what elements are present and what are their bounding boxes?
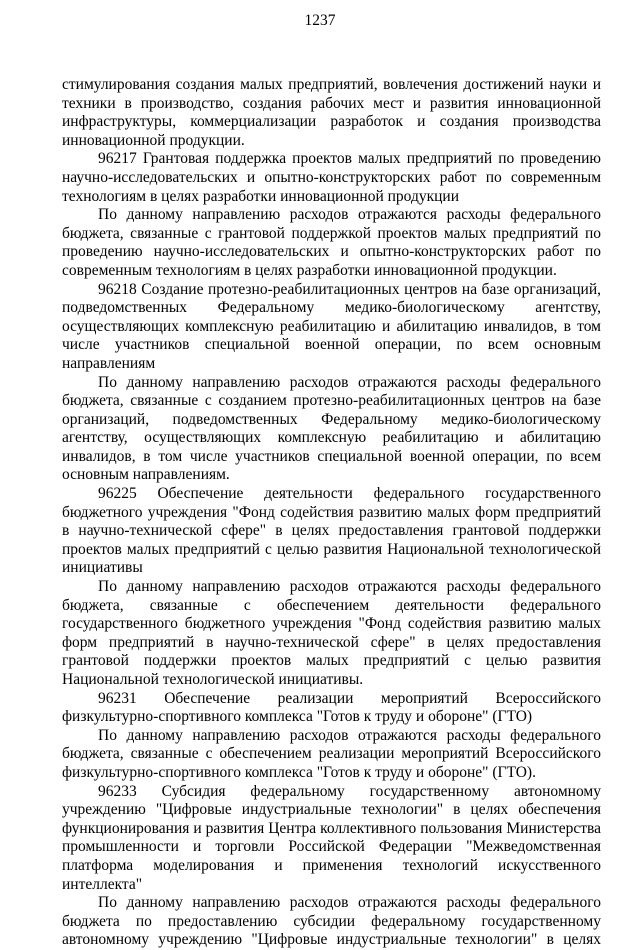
paragraph-96217-title: 96217 Грантовая поддержка проектов малых предприятий по проведению научно-исследовательских и опытно-конструкторских работ по современным технологиям в целях разработки инновационной продукции [62, 150, 601, 205]
paragraph-96217-description: По данному направлению расходов отражаются расходы федерального бюджета, связанные с грантовой поддержкой проектов малых предприятий по проведению научно-исследовательских и опытно-конструкторских работ по современным технологиям в целях разработки инновационной продукции. [62, 206, 601, 279]
paragraph-96231-description: По данному направлению расходов отражаются расходы федерального бюджета, связанные с обеспечением реализации мероприятий Всероссийского физкультурно-спортивного комплекса "Готов к труду и обороне" (ГТО). [62, 726, 601, 781]
document-body [62, 76, 601, 950]
paragraph-96231-title: 96231 Обеспечение реализации мероприятий Всероссийского физкультурно-спортивного комплекса "Готов к труду и обороне" (ГТО) [62, 689, 601, 726]
paragraph-96233-title: 96233 Субсидия федеральному государственному автономному учреждению "Цифровые индустриальные технологии" в целях обеспечения функционирования и развития Центра коллективного пользования Министерства промышленности и торговли Российской Федерации "Межведомственная платформа моделирования и применения технологий искусственного интеллекта" [62, 782, 601, 893]
paragraph-96233-description: По данному направлению расходов отражаются расходы федерального бюджета по предоставлению субсидии федеральному государственному автономному учреждению "Цифровые индустриальные технологии" в целях [62, 894, 601, 949]
paragraph-96225-title: 96225 Обеспечение деятельности федерального государственного бюджетного учреждения "Фонд содействия развитию малых форм предприятий в научно-технической сфере" в целях предоставления грантовой поддержки проектов малых предприятий с целью развития Национальной технологической инициативы [62, 485, 601, 577]
page-number: 1237 [304, 12, 336, 29]
paragraph-96218-title: 96218 Создание протезно-реабилитационных центров на базе организаций, подведомственных Федеральному медико-биологическому агентству, осуществляющих комплексную реабилитацию и абилитацию инвалидов, в том числе участников специальной военной операции, по всем основным направлениям [62, 280, 601, 372]
paragraph-96225-description: По данному направлению расходов отражаются расходы федерального бюджета, связанные с обеспечением деятельности федерального государственного бюджетного учреждения "Фонд содействия развитию малых форм предприятий в научно-технической сфере" в целях предоставления грантовой поддержки проектов малых предприятий с целью развития Национальной технологической инициативы. [62, 578, 601, 688]
paragraph-continuation: стимулирования создания малых предприятий, вовлечения достижений науки и техники в производство, создания рабочих мест и развития инновационной инфраструктуры, коммерциализации разработок и создания производства инновационной продукции. [62, 76, 601, 149]
paragraph-96218-description: По данному направлению расходов отражаются расходы федерального бюджета, связанные с созданием протезно-реабилитационных центров на базе организаций, подведомственных Федеральному медико-биологическому агентству, осуществляющих комплексную реабилитацию и абилитацию инвалидов, в том числе участников специальной военной операции, по всем основным направлениям. [62, 373, 601, 484]
